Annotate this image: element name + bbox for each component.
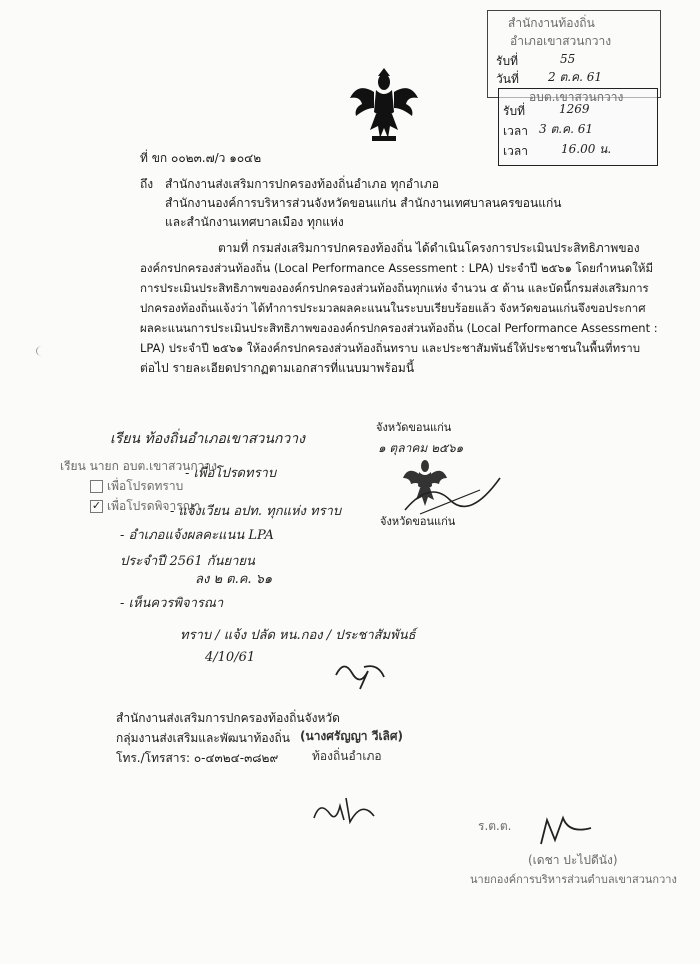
checkbox-checked-icon: ✓ [91, 499, 102, 512]
stamp-date-label: วันที่ [496, 72, 519, 86]
handwritten-date: 4/10/61 [205, 650, 256, 665]
body-line: การประเมินประสิทธิภาพขององค์กรปกครองส่วนท้องถิ่นทุกแห่ง จำนวน ๕ ด้าน และบัดนี้กรมส่งเสริมการ [140, 281, 649, 295]
footer-line: กลุ่มงานส่งเสริมและพัฒนาท้องถิ่น [116, 731, 290, 745]
stamp2-date-label: เวลา [503, 124, 528, 138]
stamp-date-val: 2 ต.ค. 61 [548, 70, 602, 84]
rank-label: ร.ต.ต. [478, 819, 512, 833]
handwritten-note: - เห็นควรพิจารณา [120, 596, 224, 611]
signer-title: ท้องถิ่นอำเภอ [312, 749, 382, 763]
signature-mark [400, 470, 510, 520]
handwritten-note: ลง ๒ ต.ค. ๖๑ [195, 572, 273, 587]
document-ref: ที่ ขก ๐๐๒๓.๗/ว ๑๐๔๒ [140, 151, 262, 165]
stamp-office: สำนักงานท้องถิ่น [508, 16, 595, 30]
stamp2-date-val: 3 ต.ค. 61 [539, 122, 593, 136]
stamp-district: อำเภอเขาสวนกวาง [510, 34, 612, 48]
handwritten-note: ประจำปี 2561 กันยายน [120, 554, 255, 569]
footer-line: โทร./โทรสาร: ๐-๔๓๒๔-๓๘๒๙ [116, 751, 279, 765]
seal-bottom-text: จังหวัดขอนแก่น [380, 515, 456, 528]
to-line: สำนักงานองค์การบริหารส่วนจังหวัดขอนแก่น สำนักงานเทศบาลนครขอนแก่น [165, 196, 562, 210]
garuda-emblem-icon [348, 68, 420, 148]
body-line: ต่อไป รายละเอียดปรากฏตามเอกสารที่แนบมาพร้อมนี้ [140, 361, 415, 375]
seal-date: ๑ ตุลาคม ๒๕๖๑ [378, 441, 464, 455]
signature-mark [330, 655, 390, 695]
routing-option-2: ✓ เพื่อโปรดพิจารณา [91, 499, 201, 513]
stamp2-office: อบต.เขาสวนกวาง [529, 90, 624, 104]
signature-mark [535, 810, 595, 850]
signer2-name: (เดชา ปะไปดีนัง) [528, 853, 618, 867]
handwritten-salutation: เรียน ท้องถิ่นอำเภอเขาสวนกวาง [110, 431, 305, 447]
to-line: สำนักงานส่งเสริมการปกครองท้องถิ่นอำเภอ ทุกอำเภอ [165, 177, 439, 191]
stamp2-time-val: 16.00 น. [561, 142, 612, 156]
handwritten-note: - อำเภอแจ้งผลคะแนน LPA [120, 528, 274, 543]
receipt-stamp-2 [498, 88, 658, 166]
body-line: ตามที่ กรมส่งเสริมการปกครองท้องถิ่น ได้ดำเนินโครงการประเมินประสิทธิภาพของ [218, 241, 640, 255]
handwritten-note: ทราบ / แจ้ง ปลัด หน.กอง / ประชาสัมพันธ์ [180, 628, 416, 643]
handwritten-note: - เพื่อโปรดทราบ [185, 466, 277, 481]
body-line: องค์กรปกครองส่วนท้องถิ่น (Local Performance Assessment : LPA) ประจำปี ๒๕๖๑ โดยกำหนดให้มี [140, 261, 654, 275]
body-line: ปกครองท้องถิ่นแจ้งว่า ได้ทำการประมวลผลคะแนนในระบบเรียบร้อยแล้ว จังหวัดขอนแก่นจึงขอประกาศ [140, 301, 646, 315]
handwritten-note: - แจ้งเวียน อปท. ทุกแห่ง ทราบ [170, 504, 342, 519]
body-line: ผลคะแนนการประเมินประสิทธิภาพขององค์กรปกครองส่วนท้องถิ่น (Local Performance Assessment : [140, 321, 658, 335]
signer2-title: นายกองค์การบริหารส่วนตำบลเขาสวนกวาง [470, 873, 677, 886]
punch-hole [36, 346, 47, 356]
routing-option-1: เพื่อโปรดทราบ [90, 478, 183, 494]
signature-mark [310, 790, 380, 830]
footer-line: สำนักงานส่งเสริมการปกครองท้องถิ่นจังหวัด [116, 711, 340, 725]
stamp2-receive-label: รับที่ [503, 104, 525, 118]
signer-name: (นางศรัญญา วีเลิศ) [300, 729, 404, 743]
seal-top-text: จังหวัดขอนแก่น [376, 421, 452, 434]
stamp-receive-label: รับที่ [496, 54, 518, 68]
stamp2-time-label: เวลา [503, 144, 528, 158]
body-line: LPA) ประจำปี ๒๕๖๑ ให้องค์กรปกครองส่วนท้องถิ่นทราบ และประชาสัมพันธ์ให้ประชาชนในพื้นที่ทราบ [140, 341, 641, 355]
receipt-stamp [487, 10, 661, 98]
stamp2-receive-no: 1269 [559, 102, 590, 116]
stamp-receive-no: 55 [560, 52, 576, 66]
checkbox-icon [90, 480, 103, 493]
to-line: และสำนักงานเทศบาลเมือง ทุกแห่ง [165, 215, 344, 229]
routing-to: เรียน นายก อบต.เขาสวนกวาง [60, 459, 217, 473]
to-label: ถึง [140, 177, 154, 191]
